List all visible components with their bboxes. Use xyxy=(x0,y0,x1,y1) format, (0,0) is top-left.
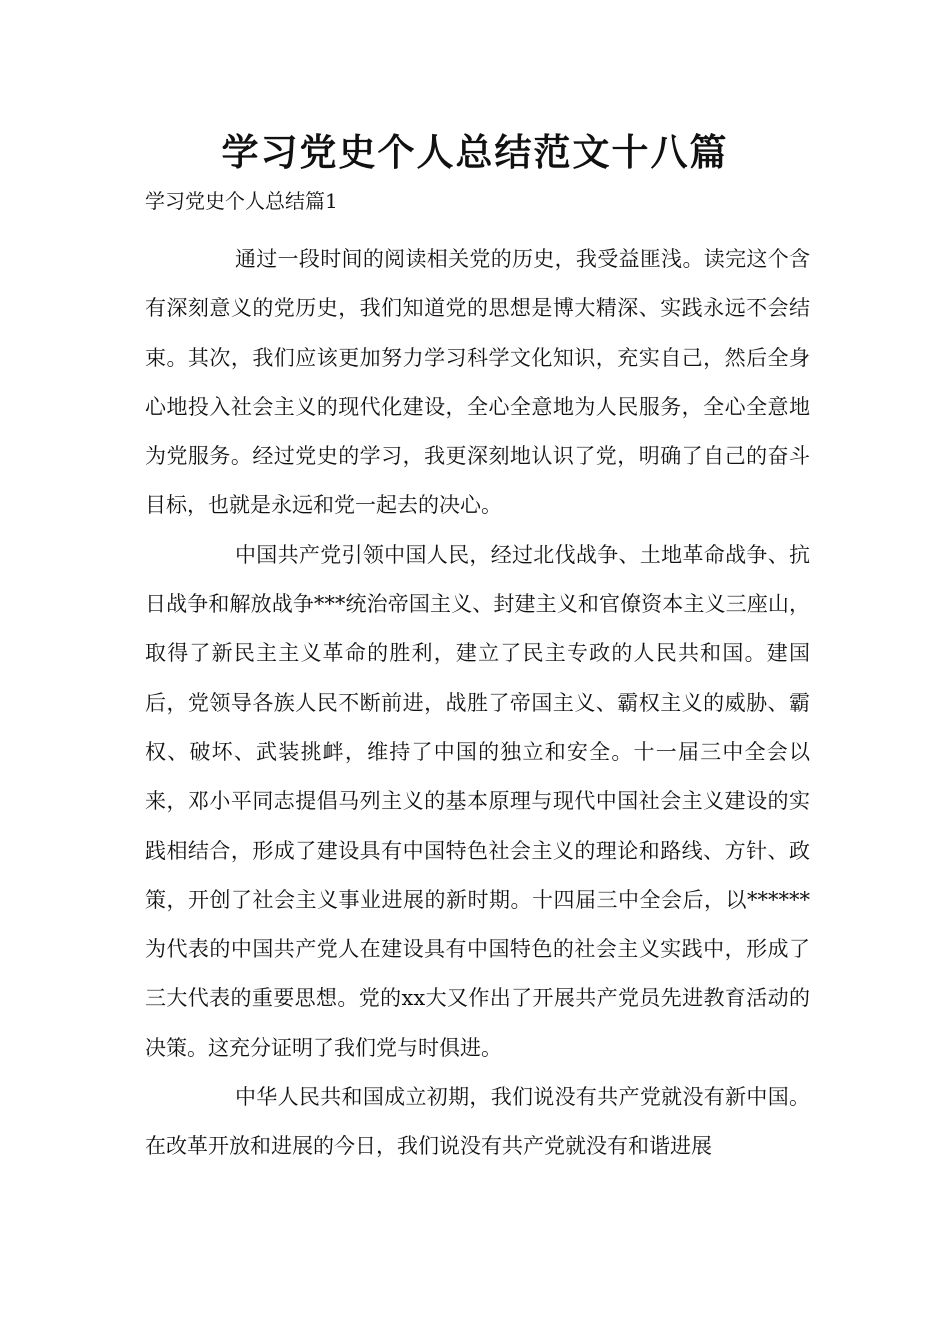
paragraph: 通过一段时间的阅读相关党的历史，我受益匪浅。读完这个含有深刻意义的党历史，我们知道党的思想是博大精深、实践永远不会结束。其次，我们应该更加努力学习科学文化知识，充实自己，然后全身心地投入社会主义的现代化建设，全心全意地为人民服务，全心全意地为党服务。经过党史的学习，我更深刻地认识了党，明确了自己的奋斗目标，也就是永远和党一起去的决心。 xyxy=(145,247,810,518)
section-heading: 学习党史个人总结篇1 xyxy=(145,189,338,213)
paragraph: 中国共产党引领中国人民，经过北伐战争、土地革命战争、抗日战争和解放战争***统治帝国主义、封建主义和官僚资本主义三座山，取得了新民主主义革命的胜利，建立了民主专政的人民共和国。建国后，党领导各族人民不断前进，战胜了帝国主义、霸权主义的威胁、霸权、破坏、武装挑衅，维持了中国的独立和安全。十一届三中全会以来，邓小平同志提倡马列主义的基本原理与现代中国社会主义建设的实践相结合，形成了建设具有中国特色社会主义的理论和路线、方针、政策，开创了社会主义事业进展的新时期。十四届三中全会后，以******为代表的中国共产党人在建设具有中国特色的社会主义实践中，形成了三大代表的重要思想。党的xx大又作出了开展共产党员先进教育活动的决策。这充分证明了我们党与时俱进。 xyxy=(145,542,810,1060)
paragraph: 中华人民共和国成立初期，我们说没有共产党就没有新中国。在改革开放和进展的今日，我们说没有共产党就没有和谐进展 xyxy=(145,1085,810,1159)
document-title: 学习党史个人总结范文十八篇 xyxy=(221,131,729,174)
body-text xyxy=(145,235,810,1172)
